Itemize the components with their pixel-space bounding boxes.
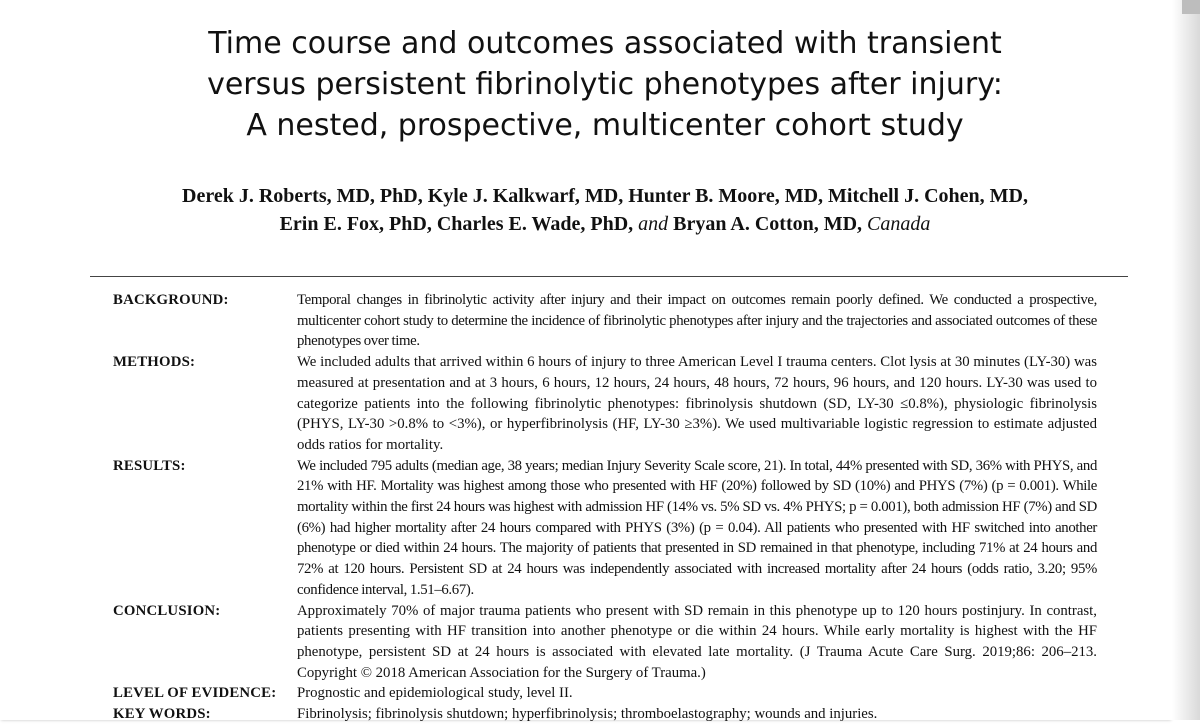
authors-line-2-main: Erin E. Fox, PhD, Charles E. Wade, PhD, xyxy=(279,213,634,235)
viewer-scrollbar-edge[interactable] xyxy=(1160,0,1200,720)
authors-last: Bryan A. Cotton, MD, xyxy=(673,213,863,235)
authors-conjunction: and xyxy=(638,213,669,235)
section-label: RESULTS: xyxy=(113,457,186,474)
abstract-level-of-evidence xyxy=(113,683,1128,704)
title-line-3: A nested, prospective, multicenter cohort study xyxy=(246,108,964,143)
authors-line-2 xyxy=(100,210,1110,238)
section-label: KEY WORDS: xyxy=(113,706,211,723)
abstract-key-words xyxy=(113,704,1128,725)
section-text: We included 795 adults (median age, 38 years; median Injury Severity Scale score, 21). In total, 44% presented with SD, 36% with PHYS, and 21% with HF. Mortality was highest among those who presented with HF (20%) followed by SD (10%) and PHYS (7%) (p = 0.001). While mortality within the first 24 hours was highest with admission HF (14% vs. 5% SD vs. 4% PHYS; p = 0.001), both admission HF (7%) and SD (6%) had higher mortality after 24 hours compared with PHYS (3%) (p = 0.04). All patients who presented with HF switched into another phenotype or died within 24 hours. The majority of patients that presented in SD remained in that phenotype, including 71% at 24 hours and 72% at 120 hours. Persistent SD at 24 hours was independently associated with increased mortality after 24 hours (odds ratio, 3.20; 95% confidence interval, 1.51–6.67). xyxy=(297,457,1097,598)
journal-citation: (J Trauma Acute Care Surg. 2019;86: 206–213. Copyright © 2018 American Association for the Surgery of Trauma.) xyxy=(297,643,1097,681)
section-text: We included adults that arrived within 6 hours of injury to three American Level I trauma centers. Clot lysis at 30 minutes (LY-30) was measured at presentation and at 3 hours, 6 hours, 12 hours, 24 hours, 48 hours, 72 hours, 96 hours, and 120 hours. LY-30 was used to categorize patients into the following fibrinolytic phenotypes: fibrinolysis shutdown (SD, LY-30 ≤0.8%), physiologic fibrinolysis (PHYS, LY-30 >0.8% to <3%), or hyperfibrinolysis (HF, LY-30 ≥3%). We used multivariable logistic regression to estimate adjusted odds ratios for mortality. xyxy=(297,354,1097,453)
conclusion-text: Approximately 70% of major trauma patients who present with SD remain in this phenotype up to 120 hours postinjury. In contrast, patients presenting with HF transition into another phenotype or die within 24 hours. While early mortality is highest with the HF phenotype, persistent SD at 24 hours is associated with elevated late mortality. xyxy=(297,602,1097,660)
section-text: Temporal changes in fibrinolytic activity after injury and their impact on outcomes remain poorly defined. We conducted a prospective, multicenter cohort study to determine the incidence of fibrinolytic phenotypes after injury and the trajectories and associated outcomes of these phenotypes over time. xyxy=(297,292,1097,350)
author-list xyxy=(100,182,1110,238)
abstract-background xyxy=(113,290,1128,352)
abstract-conclusion xyxy=(113,601,1128,684)
section-label: METHODS: xyxy=(113,354,196,371)
authors-line-1: Derek J. Roberts, MD, PhD, Kyle J. Kalkwarf, MD, Hunter B. Moore, MD, Mitchell J. Cohen, MD, xyxy=(182,185,1028,207)
section-text: Prognostic and epidemiological study, level II. xyxy=(297,685,573,702)
section-text xyxy=(297,601,1097,684)
section-label: BACKGROUND: xyxy=(113,292,229,308)
section-label: LEVEL OF EVIDENCE: xyxy=(113,685,277,702)
abstract xyxy=(113,290,1128,725)
abstract-methods xyxy=(113,352,1128,456)
section-text: Fibrinolysis; fibrinolysis shutdown; hyperfibrinolysis; thromboelastography; wounds and injuries. xyxy=(297,706,878,723)
title-line-2: versus persistent fibrinolytic phenotypes after injury: xyxy=(207,67,1003,102)
abstract-divider xyxy=(90,276,1128,277)
authors-country: Canada xyxy=(867,213,931,235)
section-label: CONCLUSION: xyxy=(113,602,221,619)
scrollbar-corner[interactable] xyxy=(1182,0,1200,14)
abstract-results xyxy=(113,456,1128,601)
title-line-1: Time course and outcomes associated with transient xyxy=(208,26,1002,61)
paper-title xyxy=(100,23,1110,146)
